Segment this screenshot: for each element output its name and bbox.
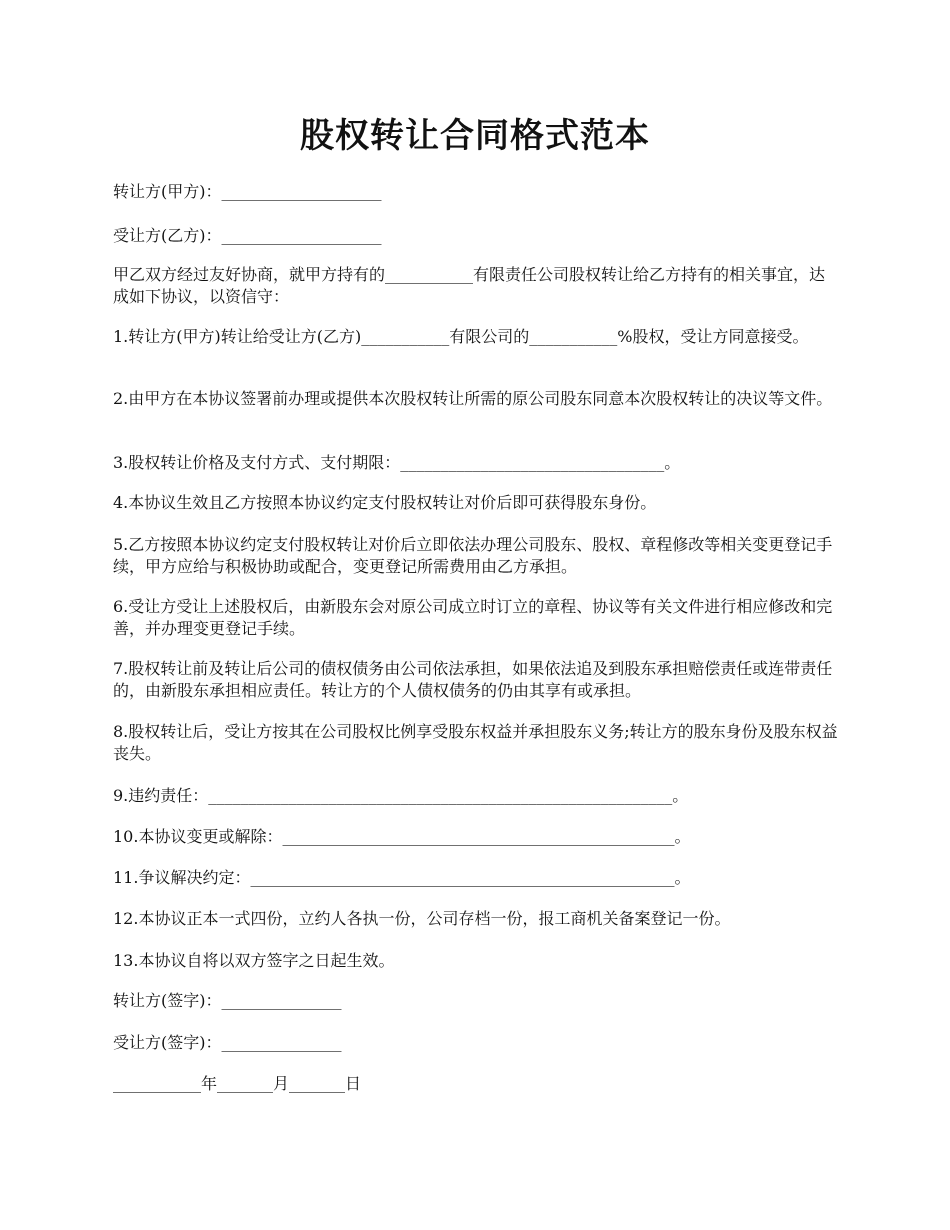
document-title: 股权转让合同格式范本 bbox=[300, 116, 650, 156]
clause-9: 9.违约责任：__________________________________________________________。 bbox=[113, 786, 689, 805]
clause-4: 4.本协议生效且乙方按照本协议约定支付股权转让对价后即可获得股东身份。 bbox=[113, 493, 657, 512]
clause-13: 13.本协议自将以双方签字之日起生效。 bbox=[113, 951, 395, 970]
clause-5: 5.乙方按照本协议约定支付股权转让对价后立即依法办理公司股东、股权、章程修改等相关变更登记手续，甲方应给与积极协助或配合，变更登记所需费用由乙方承担。 bbox=[113, 535, 833, 576]
date-line: ___________年_______月_______日 bbox=[113, 1074, 362, 1093]
clause-7: 7.股权转让前及转让后公司的债权债务由公司依法承担，如果依法追及到股东承担赔偿责任或连带责任的，由新股东承担相应责任。转让方的个人债权债务的仍由其享有或承担。 bbox=[113, 659, 833, 700]
transferee-line: 受让方(乙方)：____________________ bbox=[113, 226, 382, 245]
clause-6: 6.受让方受让上述股权后，由新股东会对原公司成立时订立的章程、协议等有关文件进行相应修改和完善，并办理变更登记手续。 bbox=[113, 597, 833, 638]
transferor-signature-line: 转让方(签字)：_______________ bbox=[113, 991, 342, 1010]
clause-11: 11.争议解决约定：_____________________________________________________。 bbox=[113, 868, 691, 887]
clause-8: 8.股权转让后，受让方按其在公司股权比例享受股东权益并承担股东义务;转让方的股东身份及股东权益丧失。 bbox=[113, 722, 838, 763]
clause-3: 3.股权转让价格及支付方式、支付期限：_________________________________。 bbox=[113, 453, 681, 472]
clause-1: 1.转让方(甲方)转让给受让方(乙方)___________有限公司的___________%股权，受让方同意接受。 bbox=[113, 327, 809, 346]
transferee-signature-line: 受让方(签字)：_______________ bbox=[113, 1033, 342, 1052]
transferor-line: 转让方(甲方)：____________________ bbox=[113, 182, 382, 201]
clause-12: 12.本协议正本一式四份，立约人各执一份，公司存档一份，报工商机关备案登记一份。 bbox=[113, 909, 731, 928]
clause-10: 10.本协议变更或解除：_________________________________________________。 bbox=[113, 827, 691, 846]
clause-2: 2.由甲方在本协议签署前办理或提供本次股权转让所需的原公司股东同意本次股权转让的决议等文件。 bbox=[113, 389, 833, 408]
intro-paragraph: 甲乙双方经过友好协商，就甲方持有的___________有限责任公司股权转让给乙方持有的相关事宜，达成如下协议，以资信守： bbox=[113, 265, 826, 306]
